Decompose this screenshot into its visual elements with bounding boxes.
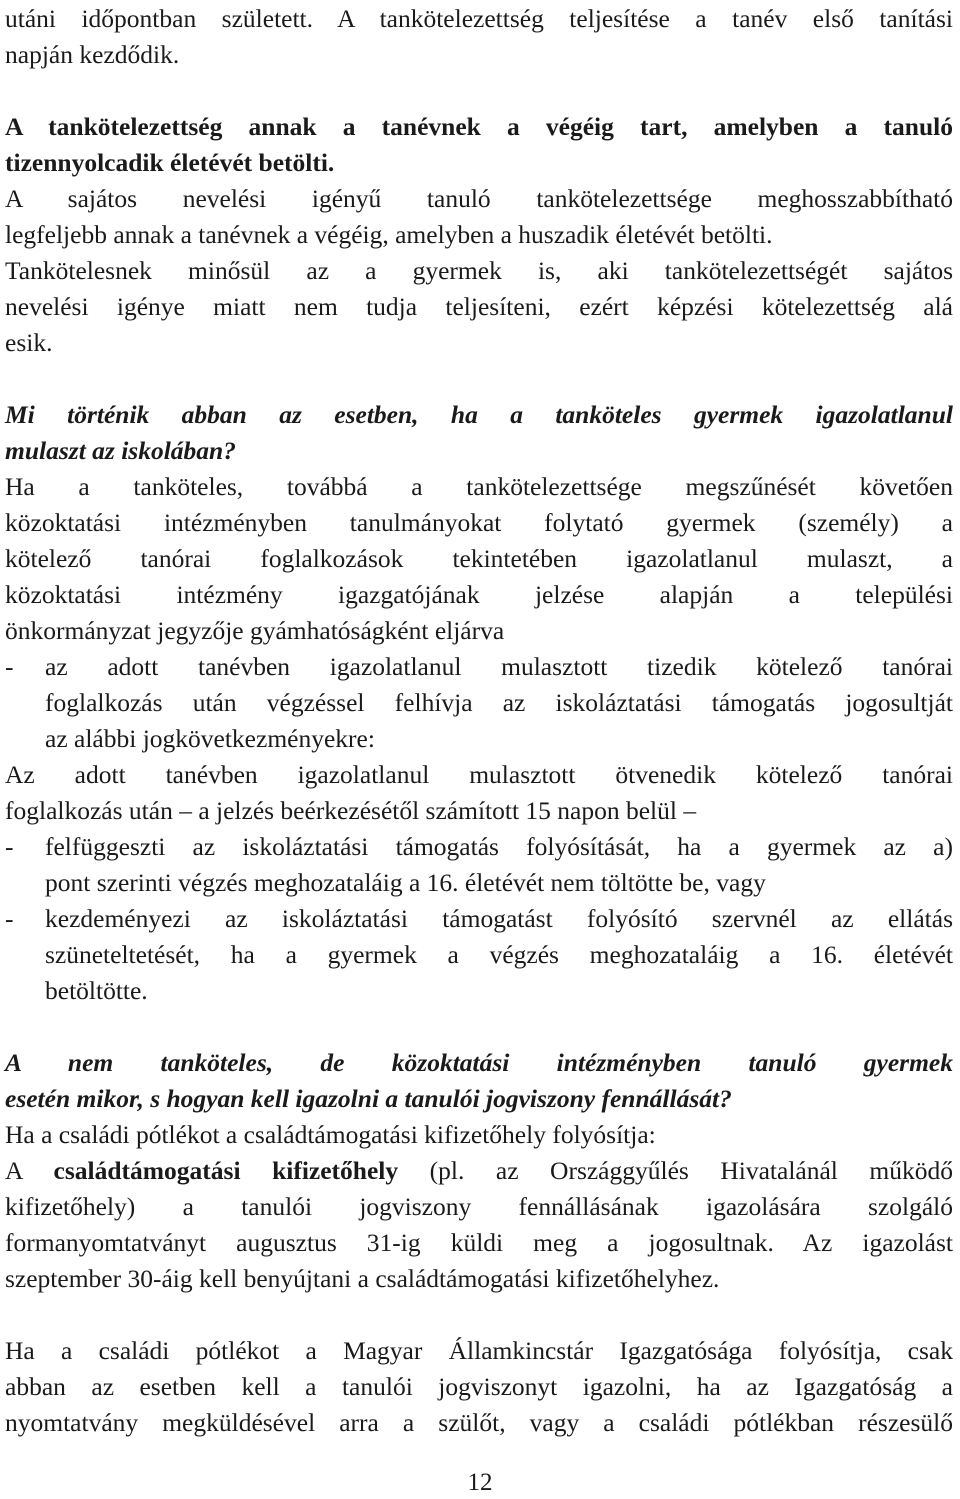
section-heading: esetén mikor, s hogyan kell igazolni a tanulói jogviszony fennállását? — [5, 1084, 732, 1113]
list-item-line: szüneteltetését, ha a gyermek a végzés meghozataláig a 16. életévét — [45, 940, 953, 969]
list-item-text: kezdeményezi az iskoláztatási támogatást folyósító szervnél az ellátás — [45, 904, 953, 933]
text-line: Az adott tanévben igazolatlanul mulasztott ötvenedik kötelező tanórai — [5, 760, 953, 789]
text-line: Ha a családi pótlékot a családtámogatási kifizetőhely folyósítja: — [5, 1120, 656, 1149]
text-line: A tankötelezettség annak a tanévnek a végéig tart, amelyben a tanuló — [5, 112, 953, 141]
document-page — [5, 0, 953, 1441]
text-line: abban az esetben kell a tanulói jogviszonyt igazolni, ha az Igazgatóság a — [5, 1372, 953, 1401]
text-line: önkormányzat jegyzője gyámhatóságként eljárva — [5, 616, 505, 645]
text-line: szeptember 30-áig kell benyújtani a családtámogatási kifizetőhelyhez. — [5, 1264, 720, 1293]
list-item-text: felfüggeszti az iskoláztatási támogatás folyósítását, ha a gyermek az a) — [45, 832, 953, 861]
list-item-text: az adott tanévben igazolatlanul mulasztott tizedik kötelező tanórai — [45, 652, 953, 681]
list-dash: - — [5, 652, 14, 681]
text-run: A — [5, 1156, 54, 1185]
section-heading: mulaszt az iskolában? — [5, 436, 236, 465]
text-line: esik. — [5, 328, 53, 357]
list-item — [5, 649, 953, 685]
text-line: közoktatási intézmény igazgatójának jelzése alapján a települési — [5, 580, 953, 609]
list-item-line: betöltötte. — [45, 976, 148, 1005]
section-heading: A nem tanköteles, de közoktatási intézményben tanuló gyermek — [5, 1048, 953, 1077]
text-line: tizennyolcadik életévét betölti. — [5, 148, 335, 177]
text-line: kötelező tanórai foglalkozások tekintetében igazolatlanul mulaszt, a — [5, 544, 953, 573]
list-item-line: pont szerinti végzés meghozataláig a 16. életévét nem töltötte be, vagy — [45, 868, 766, 897]
text-line: legfeljebb annak a tanévnek a végéig, amelyben a huszadik életévét betölti. — [5, 220, 773, 249]
list-item — [5, 829, 953, 865]
text-line: A sajátos nevelési igényű tanuló tankötelezettsége meghosszabbítható — [5, 184, 953, 213]
text-line: nevelési igénye miatt nem tudja teljesíteni, ezért képzési kötelezettség alá — [5, 292, 953, 321]
text-line: közoktatási intézményben tanulmányokat folytató gyermek (személy) a — [5, 508, 953, 537]
list-dash: - — [5, 904, 14, 933]
page-number: 12 — [467, 1469, 493, 1496]
text-line: kifizetőhely) a tanulói jogviszony fennállásának igazolására szolgáló — [5, 1192, 953, 1221]
text-line — [5, 1153, 953, 1189]
text-line: Tankötelesnek minősül az a gyermek is, aki tankötelezettségét sajátos — [5, 256, 953, 285]
text-line: nyomtatvány megküldésével arra a szülőt, vagy a családi pótlékban részesülő — [5, 1408, 953, 1437]
section-heading: Mi történik abban az esetben, ha a tanköteles gyermek igazolatlanul — [5, 400, 953, 429]
list-item-line: foglalkozás után végzéssel felhívja az iskoláztatási támogatás jogosultját — [45, 688, 953, 717]
bold-term: családtámogatási kifizetőhely — [53, 1156, 399, 1185]
text-line: formanyomtatványt augusztus 31-ig küldi meg a jogosultnak. Az igazolást — [5, 1228, 953, 1257]
list-item-line: az alábbi jogkövetkezményekre: — [45, 724, 375, 753]
text-line: utáni időpontban született. A tankötelezettség teljesítése a tanév első tanítási — [5, 4, 953, 33]
list-item — [5, 901, 953, 937]
text-line: foglalkozás után – a jelzés beérkezésétől számított 15 napon belül – — [5, 796, 697, 825]
text-line: Ha a tanköteles, továbbá a tankötelezettsége megszűnését követően — [5, 472, 953, 501]
list-dash: - — [5, 832, 14, 861]
text-run: (pl. az Országgyűlés Hivatalánál működő — [398, 1156, 953, 1185]
text-line: Ha a családi pótlékot a Magyar Államkincstár Igazgatósága folyósítja, csak — [5, 1336, 953, 1365]
text-line: napján kezdődik. — [5, 40, 180, 69]
